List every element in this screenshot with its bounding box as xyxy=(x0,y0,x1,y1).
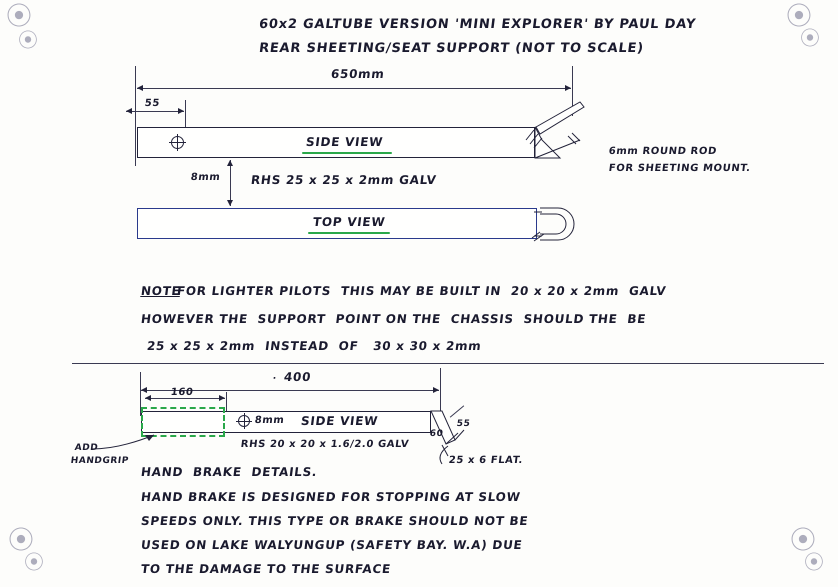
dim-arrow-left-400 xyxy=(141,387,147,393)
note-line-3: 25 x 25 x 2mm INSTEAD OF 30 x 30 x 2mm xyxy=(146,339,483,353)
smudge-mark-icon: ⦿ xyxy=(790,526,817,556)
dim-tick-400: · xyxy=(272,374,278,384)
hand-brake-line-3: USED ON LAKE WALYUNGUP (SAFETY BAY. W.A) DUE xyxy=(140,538,524,552)
handgrip-note-line-1: ADD xyxy=(74,443,99,453)
centre-mark-side-view xyxy=(171,136,184,149)
lower-material-note: RHS 20 x 20 x 1.6/2.0 GALV xyxy=(240,439,410,450)
dim-label-650: 650mm xyxy=(330,67,386,81)
dim-arrow-left-160 xyxy=(145,395,151,401)
note-line-2: HOWEVER THE SUPPORT POINT ON THE CHASSIS SHOULD THE BE xyxy=(140,312,648,326)
top-view-u-bend xyxy=(528,204,588,248)
round-rod-note-line-2: FOR SHEETING MOUNT. xyxy=(608,163,752,174)
flat-note: 25 x 6 FLAT. xyxy=(448,455,524,466)
dim-label-55: 55 xyxy=(144,98,161,109)
hand-brake-line-4: TO THE DAMAGE TO THE SURFACE xyxy=(140,562,392,576)
dim-arrow-right-160 xyxy=(219,395,225,401)
lower-side-view-label: SIDE VIEW xyxy=(300,414,379,428)
smudge-mark-icon: ⦿ xyxy=(18,28,38,52)
smudge-mark-icon: ⦿ xyxy=(8,526,35,556)
note-line-1: FOR LIGHTER PILOTS THIS MAY BE BUILT IN 20 x 20 x 2mm GALV xyxy=(176,284,668,298)
section-divider xyxy=(72,363,824,364)
side-view-label-highlight xyxy=(302,152,392,154)
dim-arrow-right-650 xyxy=(565,85,571,91)
dim-line-650 xyxy=(137,88,571,89)
dim-label-end-55: 55 xyxy=(456,419,471,429)
top-view-label-highlight xyxy=(308,232,390,234)
hand-brake-heading: HAND BRAKE DETAILS. xyxy=(140,465,319,479)
side-view-label: SIDE VIEW xyxy=(305,135,384,149)
handgrip-note-line-2: HANDGRIP xyxy=(70,456,130,466)
centre-mark-brake-lever xyxy=(238,415,250,427)
smudge-mark-icon: ⦿ xyxy=(804,550,824,574)
dim-arrow-down-8mm xyxy=(227,200,233,206)
dim-label-160: 160 xyxy=(170,387,195,398)
hand-brake-line-1: HAND BRAKE IS DESIGNED FOR STOPPING AT SLOW xyxy=(140,490,522,504)
dim-line-55 xyxy=(126,111,184,112)
angle-note-60: 60 xyxy=(429,429,444,439)
smudge-mark-icon: ⦿ xyxy=(786,2,813,32)
smudge-mark-icon: ⦿ xyxy=(800,26,820,50)
dim-arrow-left-55 xyxy=(126,108,132,114)
dim-arrow-right-400 xyxy=(433,387,439,393)
handgrip-leader-line xyxy=(88,425,178,460)
dim-label-lower-8mm: 8mm xyxy=(254,415,286,426)
ext-line-left-650 xyxy=(135,66,136,166)
hand-brake-line-2: SPEEDS ONLY. THIS TYPE OR BRAKE SHOULD NOT BE xyxy=(140,514,530,528)
dim-arrow-right-55 xyxy=(178,108,184,114)
page-title-line-2: REAR SHEETING/SEAT SUPPORT (NOT TO SCALE) xyxy=(258,41,645,56)
round-rod-note-line-1: 6mm ROUND ROD xyxy=(608,146,718,157)
dim-arrow-up-8mm xyxy=(227,160,233,166)
upper-material-note: RHS 25 x 25 x 2mm GALV xyxy=(250,173,438,187)
smudge-mark-icon: ⦿ xyxy=(24,550,44,574)
top-view-label: TOP VIEW xyxy=(312,215,387,229)
dim-arrow-left-650 xyxy=(137,85,143,91)
page-title-line-1: 60x2 GALTUBE VERSION 'MINI EXPLORER' BY PAUL DAY xyxy=(258,17,697,32)
dim-label-8mm: 8mm xyxy=(190,172,222,183)
note-label: NOTE xyxy=(140,284,182,298)
dim-label-400: 400 xyxy=(283,370,313,384)
smudge-mark-icon: ⦿ xyxy=(6,2,33,32)
side-view-weld-hatching xyxy=(524,126,554,158)
